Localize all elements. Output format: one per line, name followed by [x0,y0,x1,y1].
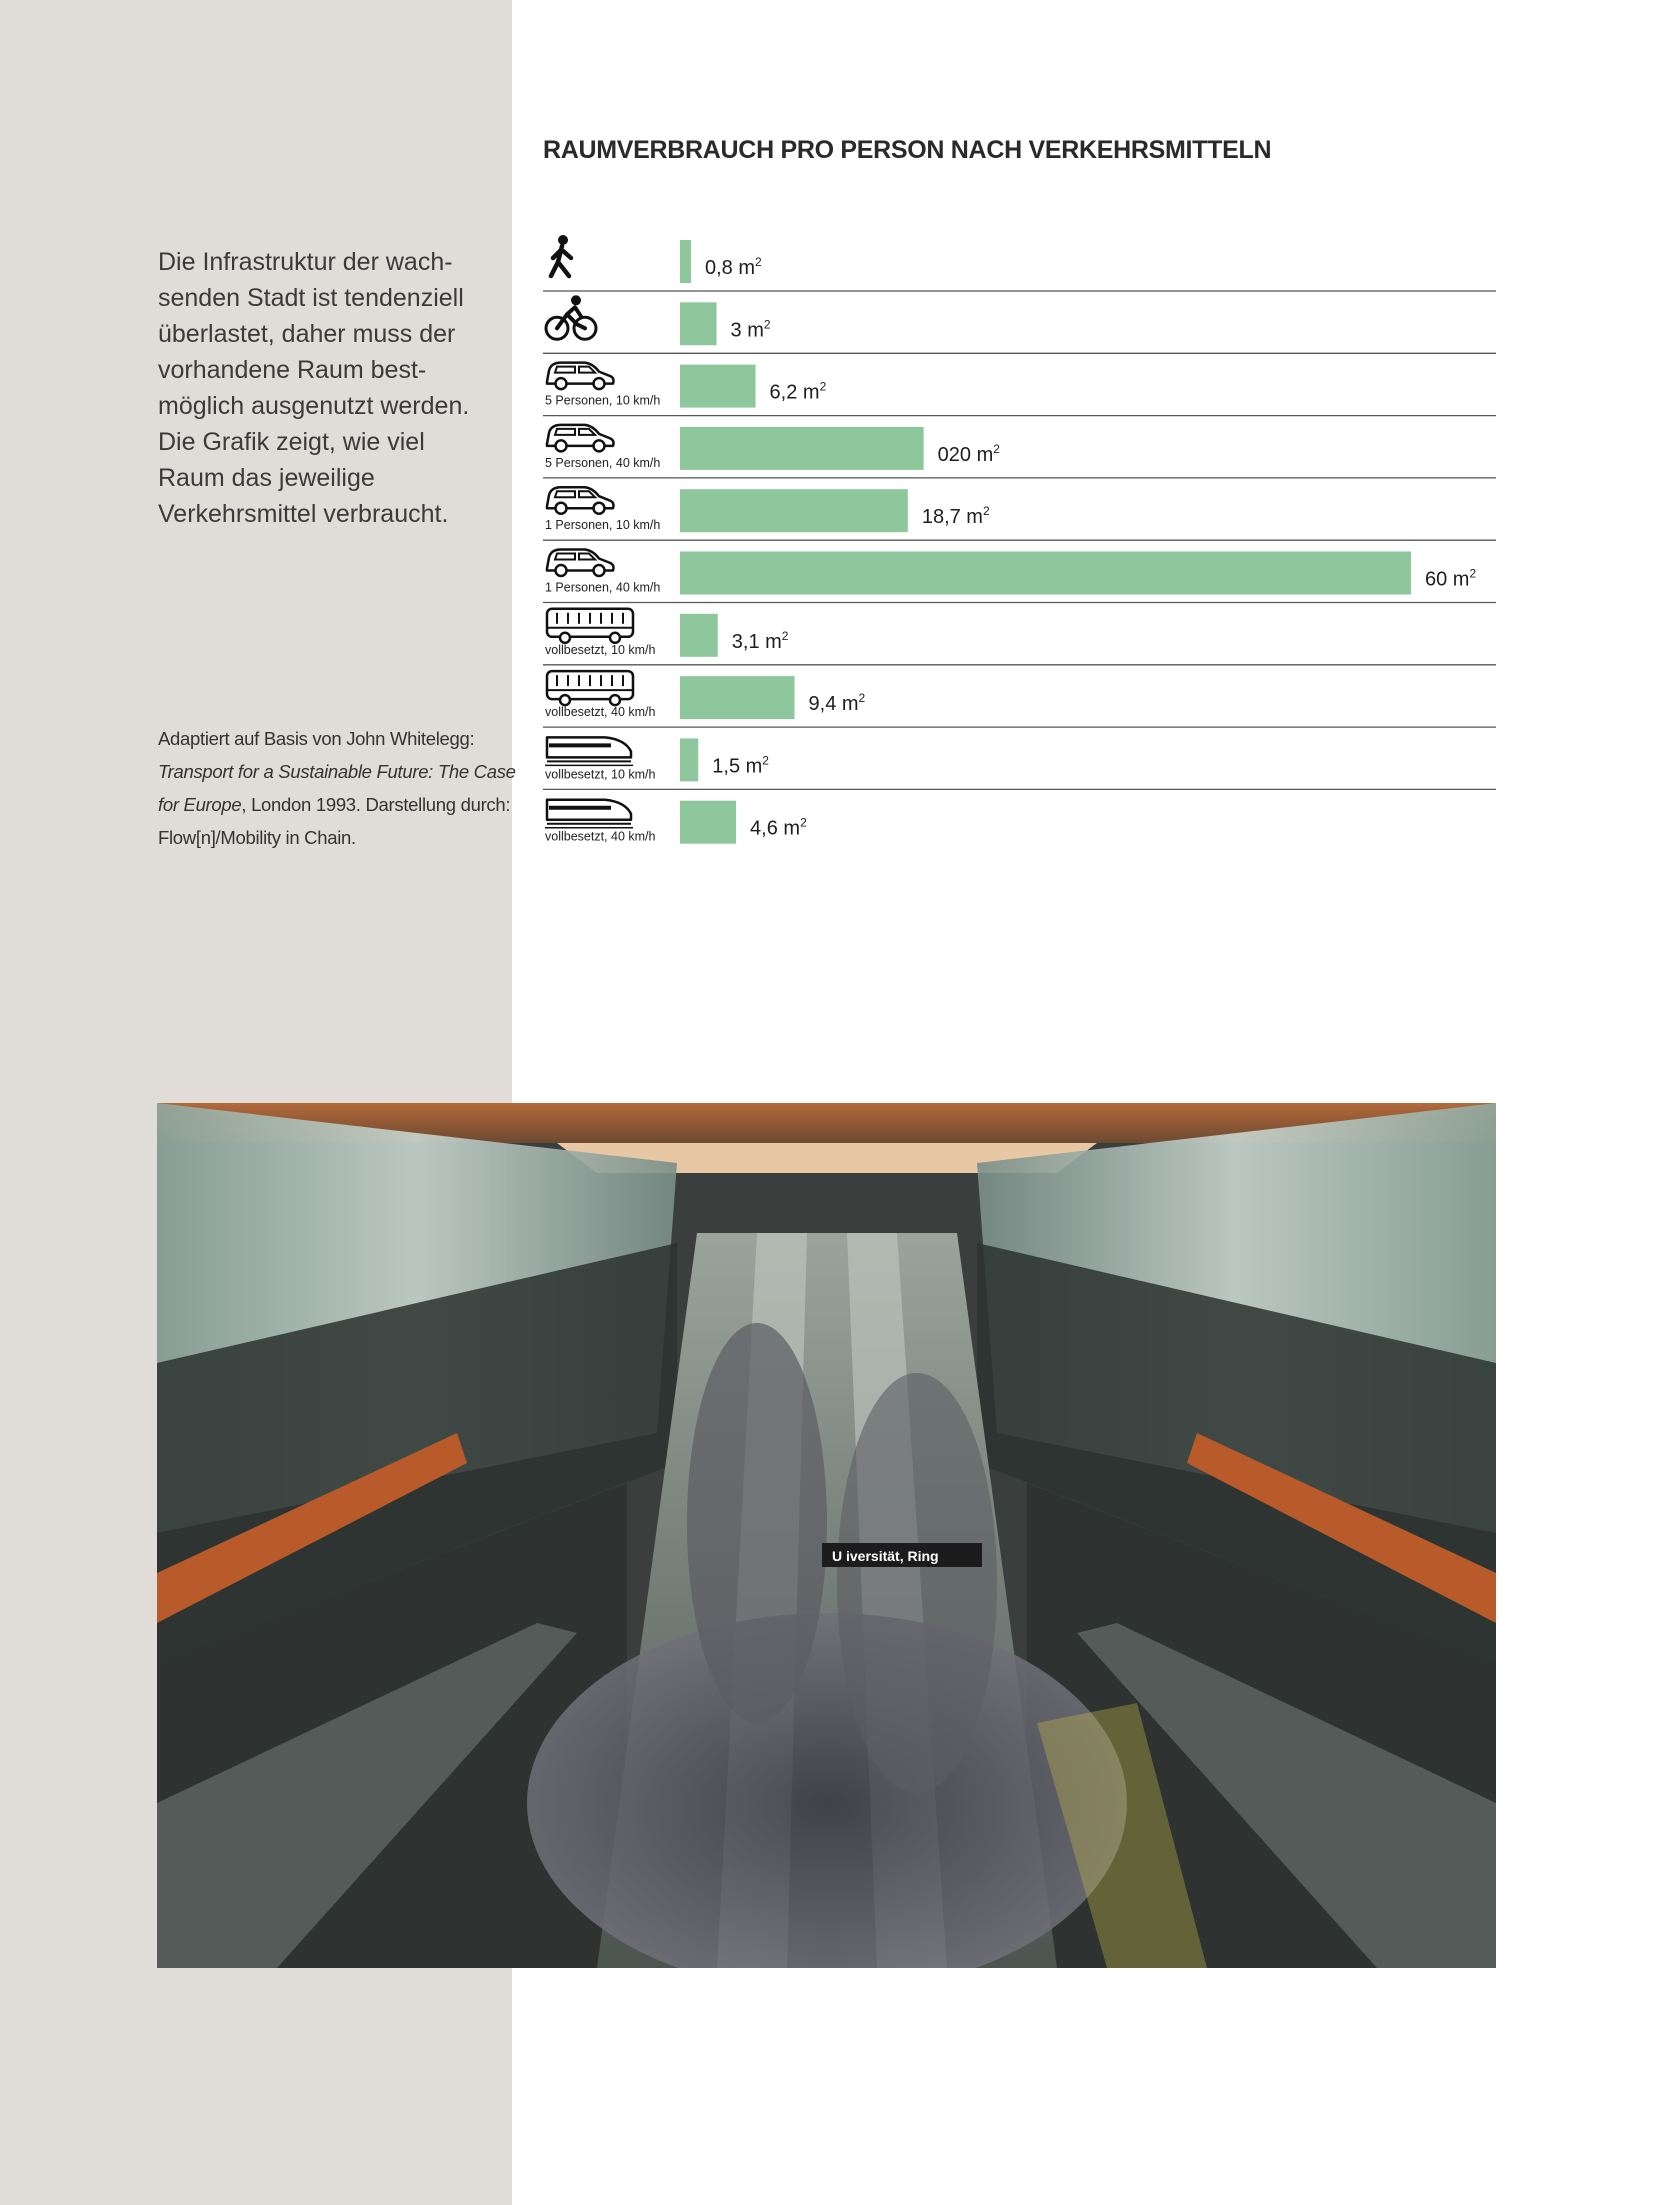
intro-line: möglich ausgenutzt werden. [158,392,470,420]
unit-superscript: 2 [1469,566,1477,581]
data-label: 3,1 $m^2$ [731,628,789,653]
intro-line: Die Infrastruktur der wach- [158,248,453,276]
car-icon [547,425,614,452]
intro-line: vorhandene Raum best- [158,356,427,384]
unit-superscript: 2 [800,815,807,830]
category-caption: 5 Personen, 40 km/h [545,455,661,470]
category-caption: vollbesetzt, 10 km/h [545,767,656,782]
data-label: 4,6 $m^2$ [750,815,807,840]
unit-superscript: 2 [993,441,1000,456]
bar [680,738,698,781]
category-caption: 1 Personen, 40 km/h [545,580,661,595]
unit-superscript: 2 [763,317,771,332]
data-label: 1,5 $m^2$ [712,753,769,778]
car-icon [547,550,614,577]
source-title-italic: Transport for a Sustainable Future: The Case [158,761,516,782]
unit-superscript: 2 [858,691,866,706]
pedestrian-icon [551,235,571,276]
data-label: 6,2 $m^2$ [769,379,827,404]
bar-chart [0,0,1654,900]
car-icon [547,363,614,390]
category-caption: vollbesetzt, 40 km/h [545,705,656,720]
intro-line: senden Stadt ist tendenziell [158,284,464,312]
intro-line: Verkehrsmittel verbraucht. [158,500,449,528]
data-label: 020 $m^2$ [937,441,1000,466]
data-label: 18,7 $m^2$ [921,504,990,529]
bar [680,489,908,532]
car-icon [547,487,614,514]
bar [680,676,795,719]
category-caption: vollbesetzt, 10 km/h [545,642,656,657]
source-publisher: , London 1993. Darstellung durch: [241,794,511,815]
unit-superscript: 2 [755,255,762,269]
train-icon [545,737,633,765]
data-label: 9,4 $m^2$ [808,691,866,716]
subway-station-photo [157,1103,1496,1968]
bar [680,240,691,283]
bar [680,427,924,470]
data-label: 0,8 $m^2$ [705,255,762,279]
data-label: 60 $m^2$ [1425,566,1477,591]
data-label: 3 $m^2$ [730,317,771,342]
unit-superscript: 2 [982,504,990,519]
category-caption: vollbesetzt, 40 km/h [545,829,656,844]
bus-icon [547,671,633,705]
source-line: Flow[n]/Mobility in Chain. [158,827,356,848]
source-line: Adaptiert auf Basis von John Whitelegg: [158,728,475,749]
unit-superscript: 2 [781,628,789,643]
bar [680,614,718,657]
category-caption: 1 Personen, 10 km/h [545,518,661,533]
bus-icon [547,609,633,643]
bicycle-icon [546,295,596,339]
bar [680,365,756,408]
bar [680,552,1411,595]
source-title-italic: for Europe [158,794,242,815]
station-sign: U iversität, Ring [832,1548,939,1564]
train-icon [545,800,633,828]
category-caption: 5 Personen, 10 km/h [545,393,661,408]
bar [680,801,736,844]
intro-line: Die Grafik zeigt, wie viel [158,428,425,456]
intro-line: Raum das jeweilige [158,464,375,492]
chart-title: RAUMVERBRAUCH PRO PERSON NACH VERKEHRSMITTELN [543,136,1272,164]
intro-line: überlastet, daher muss der [158,320,456,348]
unit-superscript: 2 [819,379,827,394]
bar [680,302,717,345]
unit-superscript: 2 [762,753,769,768]
